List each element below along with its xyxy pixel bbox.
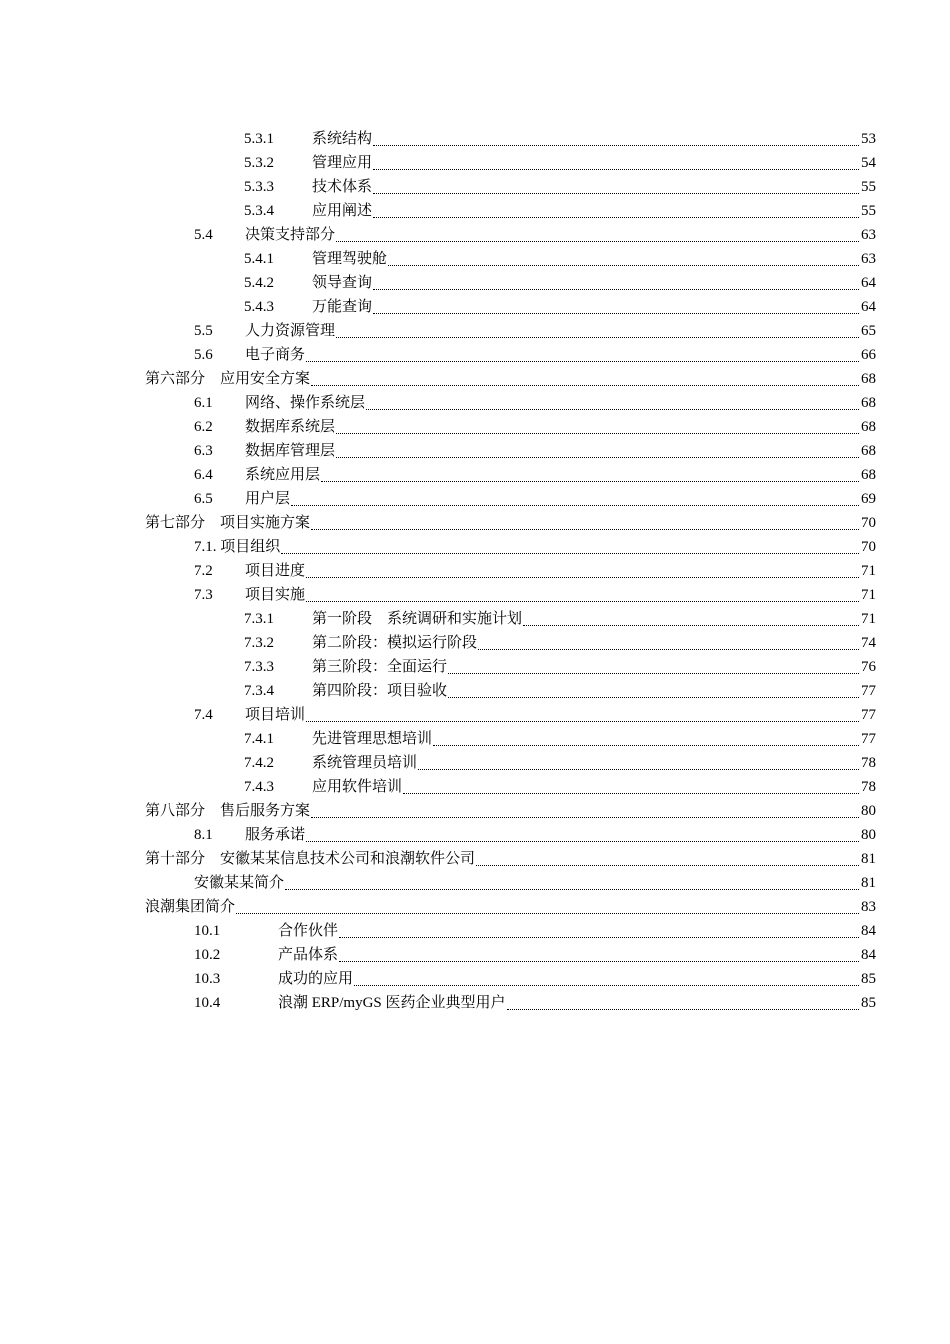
toc-dot-leader (281, 553, 859, 554)
toc-entry-title: 应用软件培训 (312, 779, 403, 795)
toc-entry[interactable] (145, 655, 876, 679)
toc-entry[interactable] (145, 367, 876, 391)
toc-entry-page-number: 81 (861, 851, 876, 867)
toc-dot-leader (291, 505, 859, 506)
toc-entry[interactable] (145, 703, 876, 727)
toc-entry-title: 数据库管理层 (245, 443, 336, 459)
toc-entry-title: 成功的应用 (278, 971, 354, 987)
toc-entry-number: 5.3.1 (244, 131, 274, 147)
toc-entry-page-number: 71 (861, 611, 876, 627)
toc-entry-number: 5.3.4 (244, 203, 274, 219)
toc-entry-page-number: 63 (861, 251, 876, 267)
toc-entry-number: 5.5 (194, 323, 213, 339)
toc-dot-leader (311, 385, 859, 386)
toc-dot-leader (306, 361, 859, 362)
toc-entry[interactable] (145, 727, 876, 751)
toc-entry[interactable] (145, 991, 876, 1015)
toc-entry-number: 5.4.1 (244, 251, 274, 267)
toc-entry-title: 第七部分 项目实施方案 (145, 515, 311, 531)
toc-entry[interactable] (145, 415, 876, 439)
toc-entry-number: 7.3.3 (244, 659, 274, 675)
toc-entry-page-number: 84 (861, 923, 876, 939)
toc-entry-title: 系统应用层 (245, 467, 321, 483)
toc-entry-title: 系统管理员培训 (312, 755, 418, 771)
toc-entry-page-number: 68 (861, 371, 876, 387)
toc-entry-number: 7.3 (194, 587, 213, 603)
toc-entry-title: 第十部分 安徽某某信息技术公司和浪潮软件公司 (145, 851, 476, 867)
toc-dot-leader (373, 193, 859, 194)
toc-entry-page-number: 71 (861, 563, 876, 579)
toc-entry-title: 浪潮集团简介 (145, 899, 236, 915)
toc-entry-page-number: 71 (861, 587, 876, 603)
toc-entry-number: 6.2 (194, 419, 213, 435)
toc-entry-number: 6.4 (194, 467, 213, 483)
toc-entry-title: 应用阐述 (312, 203, 373, 219)
toc-entry[interactable] (145, 223, 876, 247)
toc-dot-leader (373, 145, 859, 146)
toc-dot-leader (373, 289, 859, 290)
toc-dot-leader (433, 745, 859, 746)
toc-entry[interactable] (145, 799, 876, 823)
toc-entry[interactable] (145, 319, 876, 343)
toc-entry-page-number: 84 (861, 947, 876, 963)
toc-entry-number: 6.3 (194, 443, 213, 459)
toc-entry-number: 10.2 (194, 947, 221, 963)
toc-entry-page-number: 54 (861, 155, 876, 171)
toc-entry-title: 项目实施 (245, 587, 306, 603)
toc-entry-title: 合作伙伴 (278, 923, 339, 939)
toc-entry[interactable] (145, 847, 876, 871)
toc-entry[interactable] (145, 391, 876, 415)
toc-dot-leader (403, 793, 859, 794)
toc-entry-number: 10.1 (194, 923, 221, 939)
toc-entry-page-number: 70 (861, 515, 876, 531)
toc-entry-page-number: 70 (861, 539, 876, 555)
toc-entry-title: 第六部分 应用安全方案 (145, 371, 311, 387)
toc-entry-title: 7.1. 项目组织 (194, 539, 281, 555)
toc-entry[interactable] (145, 487, 876, 511)
toc-entry-page-number: 53 (861, 131, 876, 147)
toc-entry-number: 7.4 (194, 707, 213, 723)
toc-dot-leader (336, 433, 859, 434)
toc-entry-title: 网络、操作系统层 (245, 395, 366, 411)
toc-entry-number: 7.3.4 (244, 683, 274, 699)
toc-entry[interactable] (145, 679, 876, 703)
toc-entry-title: 管理应用 (312, 155, 373, 171)
toc-entry-page-number: 76 (861, 659, 876, 675)
toc-entry-page-number: 81 (861, 875, 876, 891)
toc-entry[interactable] (145, 895, 876, 919)
toc-entry[interactable] (145, 463, 876, 487)
toc-dot-leader (306, 721, 859, 722)
toc-entry-title: 管理驾驶舱 (312, 251, 388, 267)
toc-entry[interactable] (145, 775, 876, 799)
toc-dot-leader (507, 1009, 859, 1010)
toc-entry-number: 5.3.2 (244, 155, 274, 171)
toc-entry-page-number: 63 (861, 227, 876, 243)
toc-entry[interactable] (145, 751, 876, 775)
toc-entry-title: 决策支持部分 (245, 227, 336, 243)
toc-entry-number: 6.1 (194, 395, 213, 411)
toc-entry-page-number: 68 (861, 443, 876, 459)
toc-entry[interactable] (145, 127, 876, 151)
toc-entry[interactable] (145, 271, 876, 295)
toc-dot-leader (418, 769, 859, 770)
toc-dot-leader (321, 481, 859, 482)
toc-entry-number: 6.5 (194, 491, 213, 507)
toc-entry-page-number: 68 (861, 419, 876, 435)
toc-dot-leader (388, 265, 859, 266)
toc-dot-leader (373, 217, 859, 218)
toc-entry-page-number: 64 (861, 275, 876, 291)
toc-dot-leader (236, 913, 859, 914)
toc-entry[interactable] (145, 943, 876, 967)
toc-dot-leader (306, 577, 859, 578)
toc-entry-number: 5.4.3 (244, 299, 274, 315)
toc-entry-title: 数据库系统层 (245, 419, 336, 435)
toc-dot-leader (448, 673, 859, 674)
toc-dot-leader (366, 409, 859, 410)
toc-entry-number: 7.4.3 (244, 779, 274, 795)
toc-entry-number: 7.4.1 (244, 731, 274, 747)
toc-entry[interactable] (145, 559, 876, 583)
toc-entry-title: 项目培训 (245, 707, 306, 723)
toc-entry-title: 人力资源管理 (245, 323, 336, 339)
toc-entry[interactable] (145, 511, 876, 535)
toc-entry-title: 第二阶段：模拟运行阶段 (312, 635, 478, 651)
toc-entry-page-number: 77 (861, 683, 876, 699)
toc-dot-leader (373, 313, 859, 314)
toc-entry[interactable] (145, 871, 876, 895)
toc-dot-leader (373, 169, 859, 170)
toc-dot-leader (339, 937, 859, 938)
toc-entry-page-number: 78 (861, 779, 876, 795)
toc-entry-title: 电子商务 (245, 347, 306, 363)
table-of-contents (145, 127, 876, 1015)
toc-entry-page-number: 85 (861, 995, 876, 1011)
toc-entry-page-number: 68 (861, 395, 876, 411)
toc-entry[interactable] (145, 919, 876, 943)
toc-entry-title: 安徽某某简介 (194, 875, 285, 891)
toc-entry-title: 产品体系 (278, 947, 339, 963)
toc-entry[interactable] (145, 967, 876, 991)
toc-entry-number: 8.1 (194, 827, 213, 843)
toc-dot-leader (336, 457, 859, 458)
toc-entry-page-number: 69 (861, 491, 876, 507)
toc-dot-leader (336, 241, 859, 242)
toc-entry-title: 第四阶段：项目验收 (312, 683, 448, 699)
toc-entry-page-number: 66 (861, 347, 876, 363)
toc-dot-leader (478, 649, 859, 650)
toc-entry-number: 7.3.1 (244, 611, 274, 627)
toc-entry[interactable] (145, 151, 876, 175)
toc-dot-leader (285, 889, 859, 890)
toc-entry[interactable] (145, 175, 876, 199)
toc-dot-leader (476, 865, 859, 866)
toc-dot-leader (523, 625, 859, 626)
toc-entry[interactable] (145, 583, 876, 607)
toc-entry-title: 技术体系 (312, 179, 373, 195)
toc-entry-title: 第一阶段 系统调研和实施计划 (312, 611, 523, 627)
toc-dot-leader (306, 601, 859, 602)
toc-entry-title: 先进管理思想培训 (312, 731, 433, 747)
toc-entry-page-number: 80 (861, 827, 876, 843)
toc-entry-page-number: 85 (861, 971, 876, 987)
toc-entry-page-number: 80 (861, 803, 876, 819)
toc-entry-page-number: 74 (861, 635, 876, 651)
toc-entry-number: 7.2 (194, 563, 213, 579)
toc-entry-page-number: 55 (861, 179, 876, 195)
toc-entry-title: 领导查询 (312, 275, 373, 291)
toc-entry-page-number: 83 (861, 899, 876, 915)
toc-dot-leader (339, 961, 859, 962)
toc-entry-title: 服务承诺 (245, 827, 306, 843)
toc-entry-number: 7.3.2 (244, 635, 274, 651)
toc-entry-title: 项目进度 (245, 563, 306, 579)
toc-dot-leader (306, 841, 859, 842)
toc-dot-leader (336, 337, 859, 338)
toc-entry-number: 5.6 (194, 347, 213, 363)
toc-entry[interactable] (145, 607, 876, 631)
toc-entry-page-number: 68 (861, 467, 876, 483)
toc-entry[interactable] (145, 631, 876, 655)
toc-entry[interactable] (145, 535, 876, 559)
toc-entry[interactable] (145, 247, 876, 271)
toc-entry-page-number: 65 (861, 323, 876, 339)
toc-entry-title: 用户层 (245, 491, 291, 507)
toc-entry-title: 系统结构 (312, 131, 373, 147)
toc-entry-page-number: 77 (861, 731, 876, 747)
toc-entry-number: 7.4.2 (244, 755, 274, 771)
toc-dot-leader (354, 985, 859, 986)
toc-entry[interactable] (145, 343, 876, 367)
toc-entry-number: 5.4.2 (244, 275, 274, 291)
toc-entry-title: 万能查询 (312, 299, 373, 315)
toc-entry-title: 浪潮 ERP/myGS 医药企业典型用户 (278, 995, 506, 1011)
toc-entry-page-number: 64 (861, 299, 876, 315)
toc-entry[interactable] (145, 439, 876, 463)
toc-entry-page-number: 55 (861, 203, 876, 219)
toc-entry-number: 5.3.3 (244, 179, 274, 195)
toc-entry-title: 第三阶段：全面运行 (312, 659, 448, 675)
toc-dot-leader (311, 817, 859, 818)
toc-entry-number: 5.4 (194, 227, 213, 243)
toc-entry[interactable] (145, 199, 876, 223)
toc-entry-page-number: 77 (861, 707, 876, 723)
toc-entry-page-number: 78 (861, 755, 876, 771)
toc-entry-title: 第八部分 售后服务方案 (145, 803, 311, 819)
toc-entry[interactable] (145, 295, 876, 319)
toc-dot-leader (448, 697, 859, 698)
toc-entry[interactable] (145, 823, 876, 847)
toc-entry-number: 10.4 (194, 995, 221, 1011)
toc-dot-leader (311, 529, 859, 530)
toc-entry-number: 10.3 (194, 971, 221, 987)
